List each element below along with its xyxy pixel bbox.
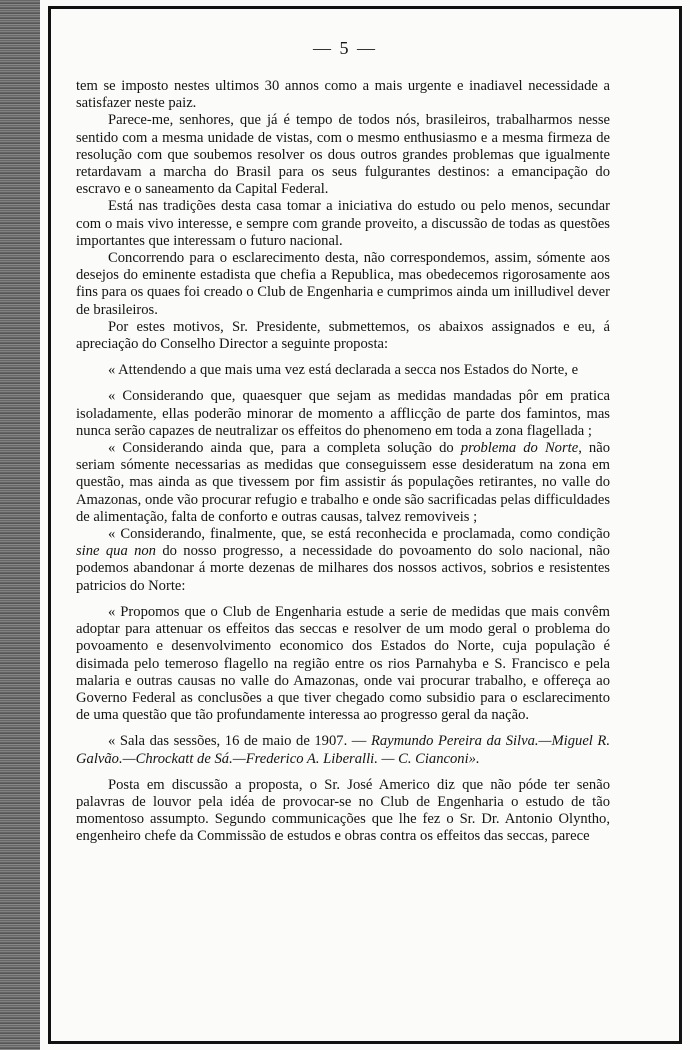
text-run: « Considerando ainda que, para a completa solução do <box>108 440 461 457</box>
text-run: « Considerando, finalmente, que, se está reconhecida e proclamada, como condição <box>108 526 610 543</box>
paragraph: Concorrendo para o esclarecimento desta, não correspondemos, assim, sómente aos desejos do eminente estadista que chefia a Republica, mas obedecemos rigorosamente aos fins para os quaes foi creado o Club de Engenharia e cumprimos ainda um inilludivel dever de brasileiros. <box>76 250 610 318</box>
paragraph: Está nas tradições desta casa tomar a iniciativa do estudo ou pelo menos, secundar com o mais vivo interesse, e sempre com grande proveito, a discussão de todas as questões importantes que interessam o futuro nacional. <box>76 198 610 249</box>
italic-run: problema do Norte <box>460 440 579 457</box>
proposal-paragraph: « Propomos que o Club de Engenharia estude a serie de medidas que mais convêm adoptar para attenuar os effeitos das seccas e resolver de um modo geral o problema do povoamento e desenvolvimento economico dos Estados do Norte, cuja população é disimada pelo temeroso flagello na região entre os rios Parnahyba e S. Francisco e pela malaria e outras causas no valle do Amazonas, onde vai procurar trabalho, e offereça ao Governo Federal as conclusões a que tiver chegado como subsidio para o esclarecimento de uma questão que tão profundamente interessa ao progresso geral da nação. <box>76 603 610 724</box>
text-run: , não seriam sómente necessarias as medidas que conseguissem esse desideratum na zona em questão, mas ainda as que tivessem por fim assistir ás populações retirantes, no valle do Amazonas, onde vão procurar refugio e trabalho e onde são sacrificadas pelas difficuldades de alimentação, falta de conforto e outras causas, talvez removiveis ; <box>76 440 610 525</box>
italic-run: sine qua non <box>76 543 156 560</box>
paragraph: Posta em discussão a proposta, o Sr. José Americo diz que não póde ter senão palavras de louvor pela idéa de provocar-se no Club de Engenharia o estudo de tão momentoso assumpto. Segundo communicações que lhe fez o Sr. Dr. Antonio Olyntho, engenheiro chefe da Commissão de estudos e obras contra os effeitos das seccas, parece <box>76 776 610 845</box>
page-number: — 5 — <box>313 38 377 58</box>
proposal-paragraph <box>76 440 610 526</box>
text-run: do nosso progresso, a necessidade do povoamento do solo nacional, não podemos abandonar á morte dezenas de milhares dos nossos activos, sobrios e resistentes patricios do Norte: <box>76 543 610 594</box>
text-run: « Sala das sessões, 16 de maio de 1907. — <box>108 733 371 750</box>
proposal-paragraph: « Attendendo a que mais uma vez está declarada a secca nos Estados do Norte, e <box>108 362 579 379</box>
paragraph-continued: tem se imposto nestes ultimos 30 annos como a mais urgente e inadiavel necessidade a satisfazer neste paiz. <box>76 78 610 112</box>
scan-edge <box>0 0 40 1050</box>
signature-paragraph <box>76 733 610 767</box>
paragraph: Por estes motivos, Sr. Presidente, submettemos, os abaixos assignados e eu, á apreciação do Conselho Director a seguinte proposta: <box>76 318 610 353</box>
proposal-paragraph <box>76 526 610 595</box>
proposal-paragraph: « Considerando que, quaesquer que sejam as medidas mandadas pôr em pratica isoladamente, ellas poderão minorar de momento a afflicção de parte dos famintos, mas nunca serão capazes de neutralizar os effeitos do phenomeno em toda a zona flagellada ; <box>76 388 610 439</box>
signatories: Raymundo Pereira da Silva.—Miguel R. Galvão.—Chrockatt de Sá.—Frederico A. Liberalli. — C. Cianconi». <box>76 733 610 767</box>
paragraph: Parece-me, senhores, que já é tempo de todos nós, brasileiros, trabalharmos nesse sentido com a mesma unidade de vistas, com o mesmo enthusiasmo e a mesma firmeza de resolução com que soubemos resolver os dous outros grandes problemas que igualmente retardavam a marcha do Brasil para os seus fulgurantes destinos: a emancipação do escravo e o saneamento da Capital Federal. <box>76 112 610 198</box>
body-text <box>76 78 610 846</box>
